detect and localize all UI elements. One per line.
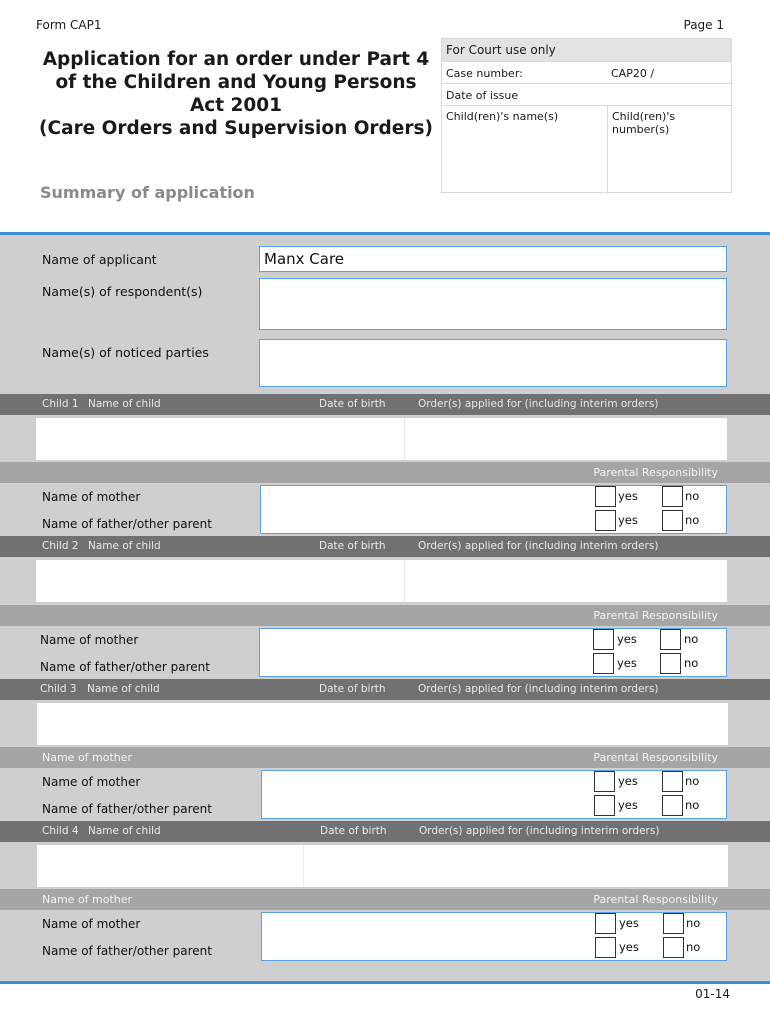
child-3-details-input[interactable]: [37, 703, 728, 745]
child-3-father-no-label: no: [685, 798, 700, 812]
child-4-name-label: Name of child: [88, 825, 161, 837]
child-1-mother-label: Name of mother: [42, 490, 141, 504]
child-3-mother-pr-yes-checkbox[interactable]: [594, 771, 615, 792]
case-number-label: Case number:: [446, 67, 523, 80]
child-1-father-yes-label: yes: [618, 513, 638, 527]
child-4-father-label: Name of father/other parent: [42, 944, 212, 958]
child-1-father-label: Name of father/other parent: [42, 517, 212, 531]
child-2-father-pr-no-checkbox[interactable]: [660, 653, 681, 674]
children-names-label: Child(ren)'s name(s): [446, 110, 559, 123]
child-2-parents-input[interactable]: [259, 628, 727, 677]
applicant-name-input[interactable]: Manx Care: [259, 246, 727, 272]
child-3-parents-input[interactable]: [261, 770, 727, 819]
court-use-box: [441, 38, 732, 193]
child-2-father-no-label: no: [684, 656, 699, 670]
child-3-label: Child 3: [40, 683, 77, 695]
child-2-orders-label: Order(s) applied for (including interim orders): [418, 540, 659, 552]
court-children-row: [442, 105, 731, 194]
child-3-mother-yes-label: yes: [618, 774, 638, 788]
child-3-header-bar: [0, 679, 770, 700]
child-1-details-input[interactable]: [36, 418, 727, 460]
child-4-pr-label: Parental Responsibility: [593, 893, 718, 906]
child-2-details-input[interactable]: [36, 560, 727, 602]
child-1-pr-bar: [0, 462, 770, 483]
child-4-pr-left-label: Name of mother: [42, 893, 133, 906]
child-2-father-label: Name of father/other parent: [40, 660, 210, 674]
child-4-dob-label: Date of birth: [320, 825, 387, 837]
child-4-mother-label: Name of mother: [42, 917, 141, 931]
child-4-mother-no-label: no: [686, 916, 701, 930]
child-2-father-pr-yes-checkbox[interactable]: [593, 653, 614, 674]
child-2-mother-label: Name of mother: [40, 633, 139, 647]
child-1-orders-label: Order(s) applied for (including interim orders): [418, 398, 659, 410]
child-3-orders-label: Order(s) applied for (including interim orders): [418, 683, 659, 695]
child-4-mother-pr-yes-checkbox[interactable]: [595, 913, 616, 934]
child-2-name-label: Name of child: [88, 540, 161, 552]
page-number: Page 1: [683, 18, 724, 32]
child-1-father-pr-no-checkbox[interactable]: [662, 510, 683, 531]
child-1-name-label: Name of child: [88, 398, 161, 410]
child-1-mother-pr-yes-checkbox[interactable]: [595, 486, 616, 507]
child-3-name-label: Name of child: [87, 683, 160, 695]
child-3-pr-label: Parental Responsibility: [593, 751, 718, 764]
date-of-issue-row[interactable]: [442, 83, 731, 105]
applicant-name-label: Name of applicant: [42, 252, 157, 267]
child-4-father-pr-yes-checkbox[interactable]: [595, 937, 616, 958]
case-number-value[interactable]: CAP20 /: [611, 67, 655, 80]
child-1-mother-pr-no-checkbox[interactable]: [662, 486, 683, 507]
child-3-mother-label: Name of mother: [42, 775, 141, 789]
child-3-father-pr-yes-checkbox[interactable]: [594, 795, 615, 816]
respondents-label: Name(s) of respondent(s): [42, 284, 203, 299]
form-title: [36, 48, 436, 140]
summary-heading: Summary of application: [40, 183, 255, 202]
noticed-parties-label: Name(s) of noticed parties: [42, 345, 209, 360]
child-1-label: Child 1: [42, 398, 79, 410]
child-4-father-no-label: no: [686, 940, 701, 954]
child-2-label: Child 2: [42, 540, 79, 552]
form-id: Form CAP1: [36, 18, 102, 32]
child-3-father-label: Name of father/other parent: [42, 802, 212, 816]
child-2-mother-yes-label: yes: [617, 632, 637, 646]
title-line-1: Application for an order under Part 4: [42, 49, 430, 70]
child-2-mother-no-label: no: [684, 632, 699, 646]
child-1-pr-label: Parental Responsibility: [593, 466, 718, 479]
child-4-mother-pr-no-checkbox[interactable]: [663, 913, 684, 934]
child-1-header-bar: [0, 394, 770, 415]
child-3-pr-bar: [0, 747, 770, 768]
child-2-pr-bar: [0, 605, 770, 626]
court-use-heading: For Court use only: [442, 39, 731, 61]
child-1-father-pr-yes-checkbox[interactable]: [595, 510, 616, 531]
title-line-3: Act 2001: [189, 95, 283, 116]
child-4-father-yes-label: yes: [619, 940, 639, 954]
child-2-father-yes-label: yes: [617, 656, 637, 670]
child-4-header-bar: [0, 821, 770, 842]
child-1-parents-input[interactable]: [260, 485, 727, 534]
date-of-issue-label: Date of issue: [446, 89, 519, 102]
child-4-orders-label: Order(s) applied for (including interim orders): [419, 825, 660, 837]
respondents-input[interactable]: [259, 278, 727, 330]
child-4-father-pr-no-checkbox[interactable]: [663, 937, 684, 958]
child-1-father-no-label: no: [685, 513, 700, 527]
child-2-dob-label: Date of birth: [319, 540, 386, 552]
child-3-mother-pr-no-checkbox[interactable]: [662, 771, 683, 792]
child-4-mother-yes-label: yes: [619, 916, 639, 930]
child-3-dob-label: Date of birth: [319, 683, 386, 695]
child-3-pr-left-label: Name of mother: [42, 751, 133, 764]
child-2-header-bar: [0, 536, 770, 557]
child-2-mother-pr-no-checkbox[interactable]: [660, 629, 681, 650]
children-names-cell[interactable]: [442, 106, 608, 194]
application-panel: [0, 232, 770, 984]
title-line-2: of the Children and Young Persons: [55, 72, 417, 93]
child-1-mother-yes-label: yes: [618, 489, 638, 503]
child-4-pr-bar: [0, 889, 770, 910]
noticed-parties-input[interactable]: [259, 339, 727, 387]
child-4-details-input[interactable]: [37, 845, 728, 887]
child-2-mother-pr-yes-checkbox[interactable]: [593, 629, 614, 650]
child-3-father-yes-label: yes: [618, 798, 638, 812]
child-4-label: Child 4: [42, 825, 79, 837]
child-4-parents-input[interactable]: [261, 912, 727, 961]
children-numbers-cell[interactable]: [608, 106, 731, 194]
child-1-mother-no-label: no: [685, 489, 700, 503]
child-1-dob-label: Date of birth: [319, 398, 386, 410]
title-line-4: (Care Orders and Supervision Orders): [39, 118, 433, 139]
child-2-pr-label: Parental Responsibility: [593, 609, 718, 622]
children-numbers-label: Child(ren)'s number(s): [612, 110, 676, 136]
form-version-code: 01-14: [695, 987, 730, 1001]
child-3-mother-no-label: no: [685, 774, 700, 788]
child-3-father-pr-no-checkbox[interactable]: [662, 795, 683, 816]
case-number-row: [442, 61, 731, 83]
